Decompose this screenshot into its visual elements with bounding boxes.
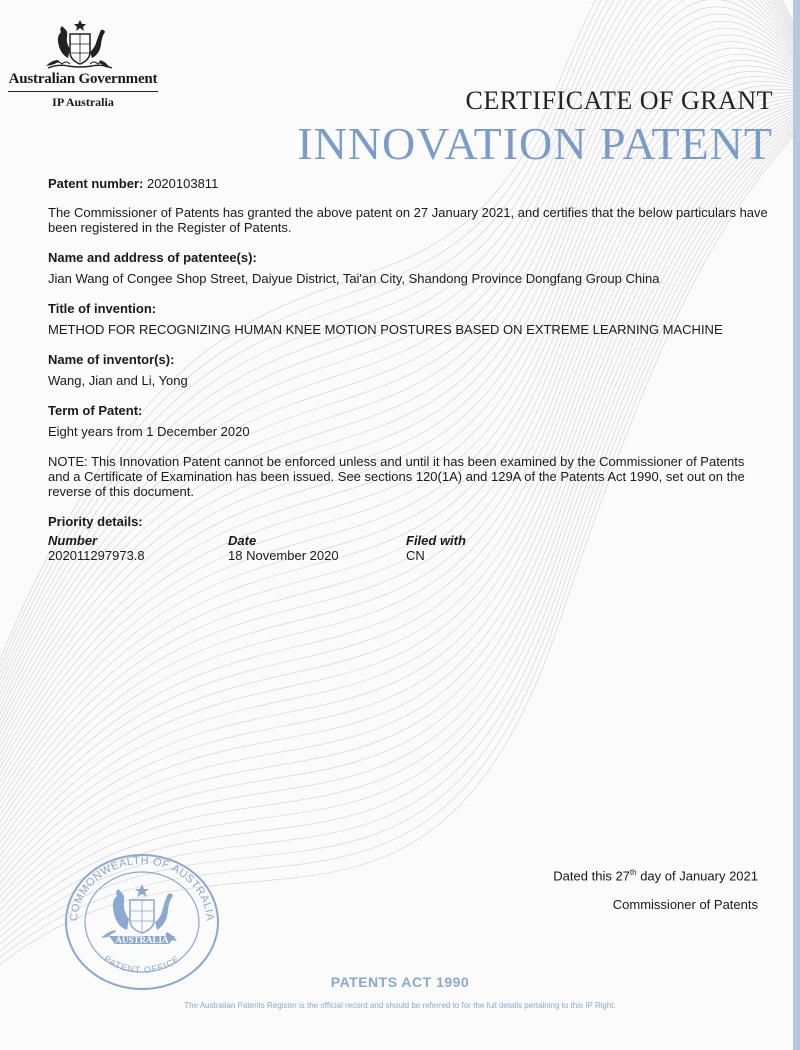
government-name: Australian Government xyxy=(8,71,158,87)
agency-name: IP Australia xyxy=(52,95,114,109)
seal-outer-text: COMMONWEALTH OF AUSTRALIA xyxy=(67,854,217,922)
seal-banner-text: AUSTRALIA xyxy=(115,935,169,945)
patentee-label: Name and address of patentee(s): xyxy=(48,250,257,265)
dated-suffix: day of January 2021 xyxy=(636,868,758,884)
priority-label: Priority details: xyxy=(48,514,143,529)
patent-type-title: INNOVATION PATENT xyxy=(297,118,773,169)
priority-table xyxy=(48,533,768,563)
patents-act-title: PATENTS ACT 1990 xyxy=(330,974,470,990)
priority-date: 18 November 2020 xyxy=(228,548,339,563)
priority-header-date: Date xyxy=(228,533,257,548)
patent-number-line xyxy=(48,176,768,191)
certificate-body xyxy=(48,176,768,563)
enforcement-note: NOTE: This Innovation Patent cannot be enforced unless and until it has been examined by the Commissioner of Patents and a Certificate of Examination has been issued. See sections 120(1A) and 129A of the Patents Act 1990, set out on the reverse of this document. xyxy=(48,454,745,499)
term-value: Eight years from 1 December 2020 xyxy=(48,424,250,439)
register-footnote: The Australian Patents Register is the official record and should be referred to for the full details pertaining to this IP Right. xyxy=(184,1001,616,1010)
invention-title: METHOD FOR RECOGNIZING HUMAN KNEE MOTION POSTURES BASED ON EXTREME LEARNING MACHINE xyxy=(48,322,723,337)
certificate-title: CERTIFICATE OF GRANT xyxy=(465,86,773,115)
dated-line xyxy=(553,868,758,883)
priority-header-number: Number xyxy=(48,533,98,548)
patent-number-label: Patent number: xyxy=(48,176,144,191)
inventors-value: Wang, Jian and Li, Yong xyxy=(48,373,188,388)
priority-filed-with: CN xyxy=(406,548,425,563)
header-divider xyxy=(8,91,158,92)
commissioner-title: Commissioner of Patents xyxy=(612,897,758,912)
priority-header-filed-with: Filed with xyxy=(406,533,466,548)
priority-number: 202011297973.8 xyxy=(48,548,145,563)
inventors-label: Name of inventor(s): xyxy=(48,352,175,367)
patent-number: 2020103811 xyxy=(146,176,219,191)
grant-statement: The Commissioner of Patents has granted the above patent on 27 January 2021, and certifies that the below particulars have been registered in the Register of Patents. xyxy=(48,205,768,235)
term-label: Term of Patent: xyxy=(48,403,143,418)
svg-text:PATENT OFFICE xyxy=(102,953,182,975)
patent-office-seal-icon xyxy=(63,850,221,990)
title-label: Title of invention: xyxy=(48,301,157,316)
patentee-value: Jian Wang of Congee Shop Street, Daiyue District, Tai'an City, Shandong Province Dongfang Group China xyxy=(48,271,660,286)
dated-ordinal: th xyxy=(629,868,637,877)
dated-prefix: Dated this 27 xyxy=(553,868,630,884)
seal-bottom-text: PATENT OFFICE xyxy=(102,953,182,975)
coat-of-arms-icon xyxy=(40,18,120,74)
